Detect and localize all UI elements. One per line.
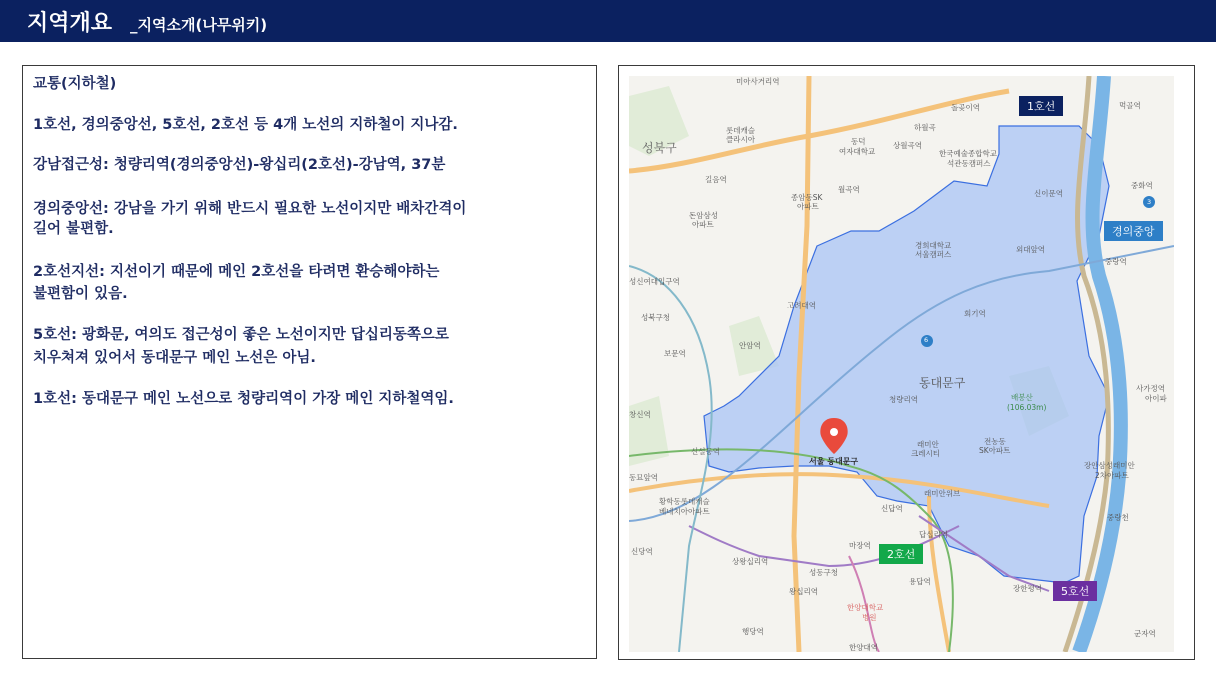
- neighbor-district-label: 성북구: [642, 141, 677, 155]
- map-label: 신이문역: [1034, 189, 1063, 198]
- page-subtitle: _지역소개(나무위키): [130, 16, 268, 34]
- map-label: 군자역: [1134, 629, 1156, 638]
- text-line: 1호선: 동대문구 메인 노선으로 청량리역이 가장 메인 지하철역임.: [33, 391, 454, 407]
- map-label: 한양대역: [849, 643, 878, 652]
- map-label: 중화역: [1131, 181, 1153, 190]
- map-label: 아파트: [692, 220, 714, 229]
- map-label: 사가정역: [1136, 384, 1165, 393]
- text-line: 길어 불편함.: [33, 221, 114, 237]
- map-label: 서울캠퍼스: [915, 250, 952, 259]
- map-label: 용답역: [909, 577, 931, 586]
- map-label: 아파트: [797, 202, 819, 211]
- map-label: 크레시티: [911, 449, 940, 458]
- map-label: 성신여대입구역: [629, 277, 680, 286]
- map-label: (106.03m): [1007, 403, 1047, 412]
- map-label: 하월곡: [914, 123, 936, 132]
- marker-label: 서울 동대문구: [809, 457, 859, 466]
- text-line: 치우쳐져 있어서 동대문구 메인 노선은 아님.: [33, 350, 316, 366]
- section-heading: 교통(지하철): [33, 76, 117, 92]
- map-label: 석관동캠퍼스: [947, 159, 991, 168]
- map-label: 황학동롯데캐슬: [659, 497, 710, 506]
- map-label: 여자대학교: [839, 147, 876, 156]
- map-label: SK아파트: [979, 446, 1011, 455]
- map-canvas: [629, 76, 1174, 652]
- map-label: 신당역: [631, 547, 653, 556]
- title-bar: [0, 0, 1216, 42]
- transport-text-box: [22, 65, 597, 659]
- map-label: 신답역: [881, 504, 903, 513]
- route-6-label: 6: [924, 336, 929, 344]
- map-label: 장한평역: [1013, 584, 1042, 593]
- map-label: 청량리역: [889, 395, 918, 404]
- map-label: 답십리역: [919, 530, 948, 539]
- map-label: 동묘앞역: [629, 473, 658, 482]
- map-label: 먹골역: [1119, 101, 1141, 110]
- line2-badge: 2호선: [879, 544, 923, 564]
- map-label: 돈암삼성: [689, 211, 718, 220]
- map-label: 고려대역: [787, 301, 816, 310]
- map-label: 한양대학교: [847, 603, 884, 612]
- map-frame: [618, 65, 1195, 660]
- map-label: 길음역: [705, 175, 727, 184]
- map-label: 장안삼성래미안: [1084, 461, 1135, 470]
- map-label: 보문역: [664, 349, 686, 358]
- text-line: 불편함이 있음.: [33, 286, 128, 302]
- map-label: 신설동역: [691, 447, 720, 456]
- map-label: 종암동SK: [791, 193, 823, 202]
- map-label: 래미안: [917, 440, 939, 449]
- map-label: 월곡역: [838, 185, 860, 194]
- line1-badge: 1호선: [1019, 96, 1063, 116]
- map-label: 성동구청: [809, 568, 838, 577]
- map-label: 안암역: [739, 341, 761, 350]
- map-label: 병원: [862, 613, 877, 622]
- map-label: 베네치아아파트: [659, 507, 710, 516]
- map-label: 회기역: [964, 309, 986, 318]
- page-title: 지역개요: [27, 11, 113, 36]
- map-label: 상왕십리역: [732, 557, 769, 566]
- map-label: 마장역: [849, 541, 871, 550]
- map-label: 외대앞역: [1016, 245, 1045, 254]
- map-label: 래미안위브: [924, 489, 961, 498]
- text-line: 강남접근성: 청량리역(경의중앙선)-왕십리(2호선)-강남역, 37분: [33, 157, 446, 173]
- map-label: 롯데캐슬: [726, 126, 755, 135]
- district-label: 동대문구: [919, 376, 966, 390]
- map-label: 전농동: [984, 437, 1006, 446]
- map-label: 돌곶이역: [951, 103, 980, 112]
- gyeongui-badge: 경의중앙: [1104, 221, 1163, 241]
- district-map[interactable]: [629, 76, 1174, 652]
- map-label: 미아사거리역: [736, 77, 780, 86]
- map-label: 중랑천: [1107, 513, 1129, 522]
- map-label: 창신역: [629, 410, 651, 419]
- map-label: 2차아파트: [1095, 471, 1129, 480]
- map-label: 클라시아: [726, 135, 755, 144]
- map-label: 왕십리역: [789, 587, 818, 596]
- map-label: 경희대학교: [915, 241, 952, 250]
- route-3-label: 3: [1147, 198, 1152, 206]
- line5-badge: 5호선: [1053, 581, 1097, 601]
- map-label: 아이파: [1145, 394, 1167, 403]
- map-label: 행당역: [742, 627, 764, 636]
- text-line: 5호선: 광화문, 여의도 접근성이 좋은 노선이지만 답십리동쪽으로: [33, 327, 449, 343]
- text-line: 경의중앙선: 강남을 가기 위해 반드시 필요한 노선이지만 배차간격이: [33, 201, 467, 217]
- map-label: 동덕: [851, 137, 866, 146]
- map-label: 상월곡역: [893, 141, 922, 150]
- map-label: 성북구청: [641, 313, 670, 322]
- text-line: 1호선, 경의중앙선, 5호선, 2호선 등 4개 노선의 지하철이 지나감.: [33, 117, 458, 133]
- map-label: 배봉산: [1011, 393, 1033, 402]
- text-line: 2호선지선: 지선이기 때문에 메인 2호선을 타려면 환승해야하는: [33, 264, 440, 280]
- map-label: 중랑역: [1105, 257, 1127, 266]
- map-label: 한국예술종합학교: [939, 149, 997, 158]
